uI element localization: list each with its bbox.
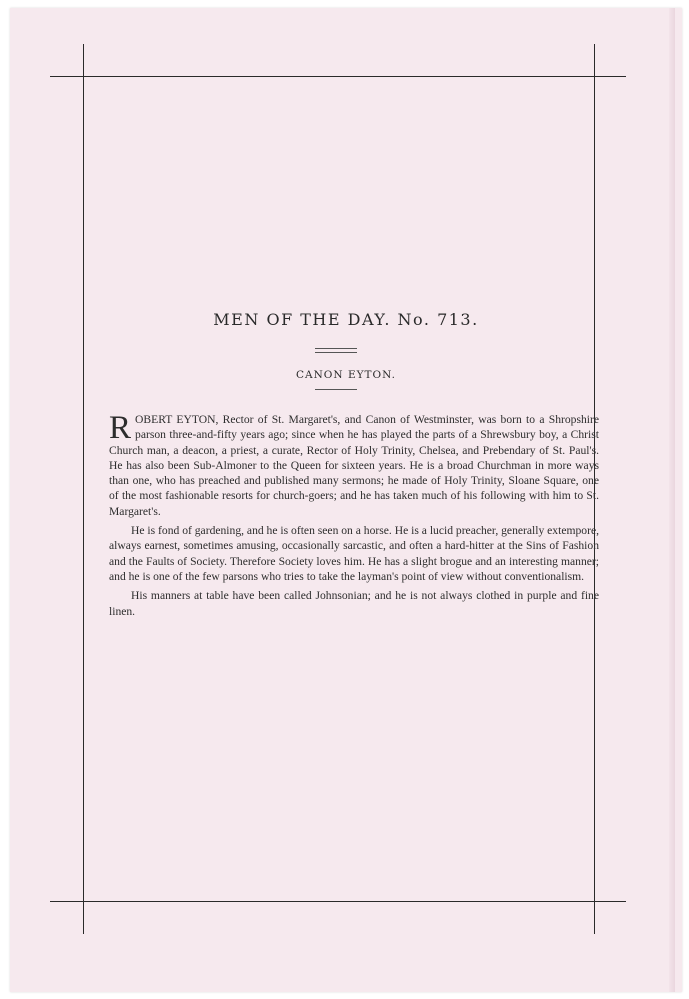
frame-left-line: [83, 44, 84, 934]
subject-rule: [315, 389, 357, 390]
paragraph-1-text: OBERT EYTON, Rector of St. Margaret's, and Canon of Westminster, was born to a Shropshire parson three-and-fifty years ago; since when he has played the parts of a Shrewsbury boy, a Christ Church man, a deacon, a priest, a curate, Rector of Holy Trinity, Chelsea, and Prebendary of St. Paul's. He has also been Sub-Almoner to the Queen for sixteen years. He is a broad Churchman in more ways than one, who has preached and published many sermons; he made of Holy Trinity, Sloane Square, one of the most fashionable resorts for church-goers; and he has taken much of his following with him to St. Margaret's.: [109, 413, 599, 518]
page-edge: [669, 8, 675, 992]
paragraph-3: His manners at table have been called Johnsonian; and he is not always clothed in purple and fine linen.: [109, 589, 599, 618]
article-subject: CANON EYTON.: [296, 369, 396, 381]
drop-cap: R: [109, 410, 132, 446]
frame-bottom-line: [50, 901, 626, 902]
paragraph-1: [109, 412, 599, 519]
article-body: [109, 412, 599, 623]
page-title: MEN OF THE DAY. No. 713.: [213, 310, 479, 329]
frame-top-line: [50, 76, 626, 77]
paragraph-2: He is fond of gardening, and he is often seen on a horse. He is a lucid preacher, generally extempore, always earnest, sometimes amusing, occasionally sarcastic, and often a hard-hitter at the Sins of Fashion and the Faults of Society. Therefore Society loves him. He has a slight brogue and an interesting manner; and he is one of the few parsons who tries to take the layman's point of view without conventionalism.: [109, 524, 599, 583]
title-rule: [315, 348, 357, 353]
printed-page: [10, 8, 682, 992]
